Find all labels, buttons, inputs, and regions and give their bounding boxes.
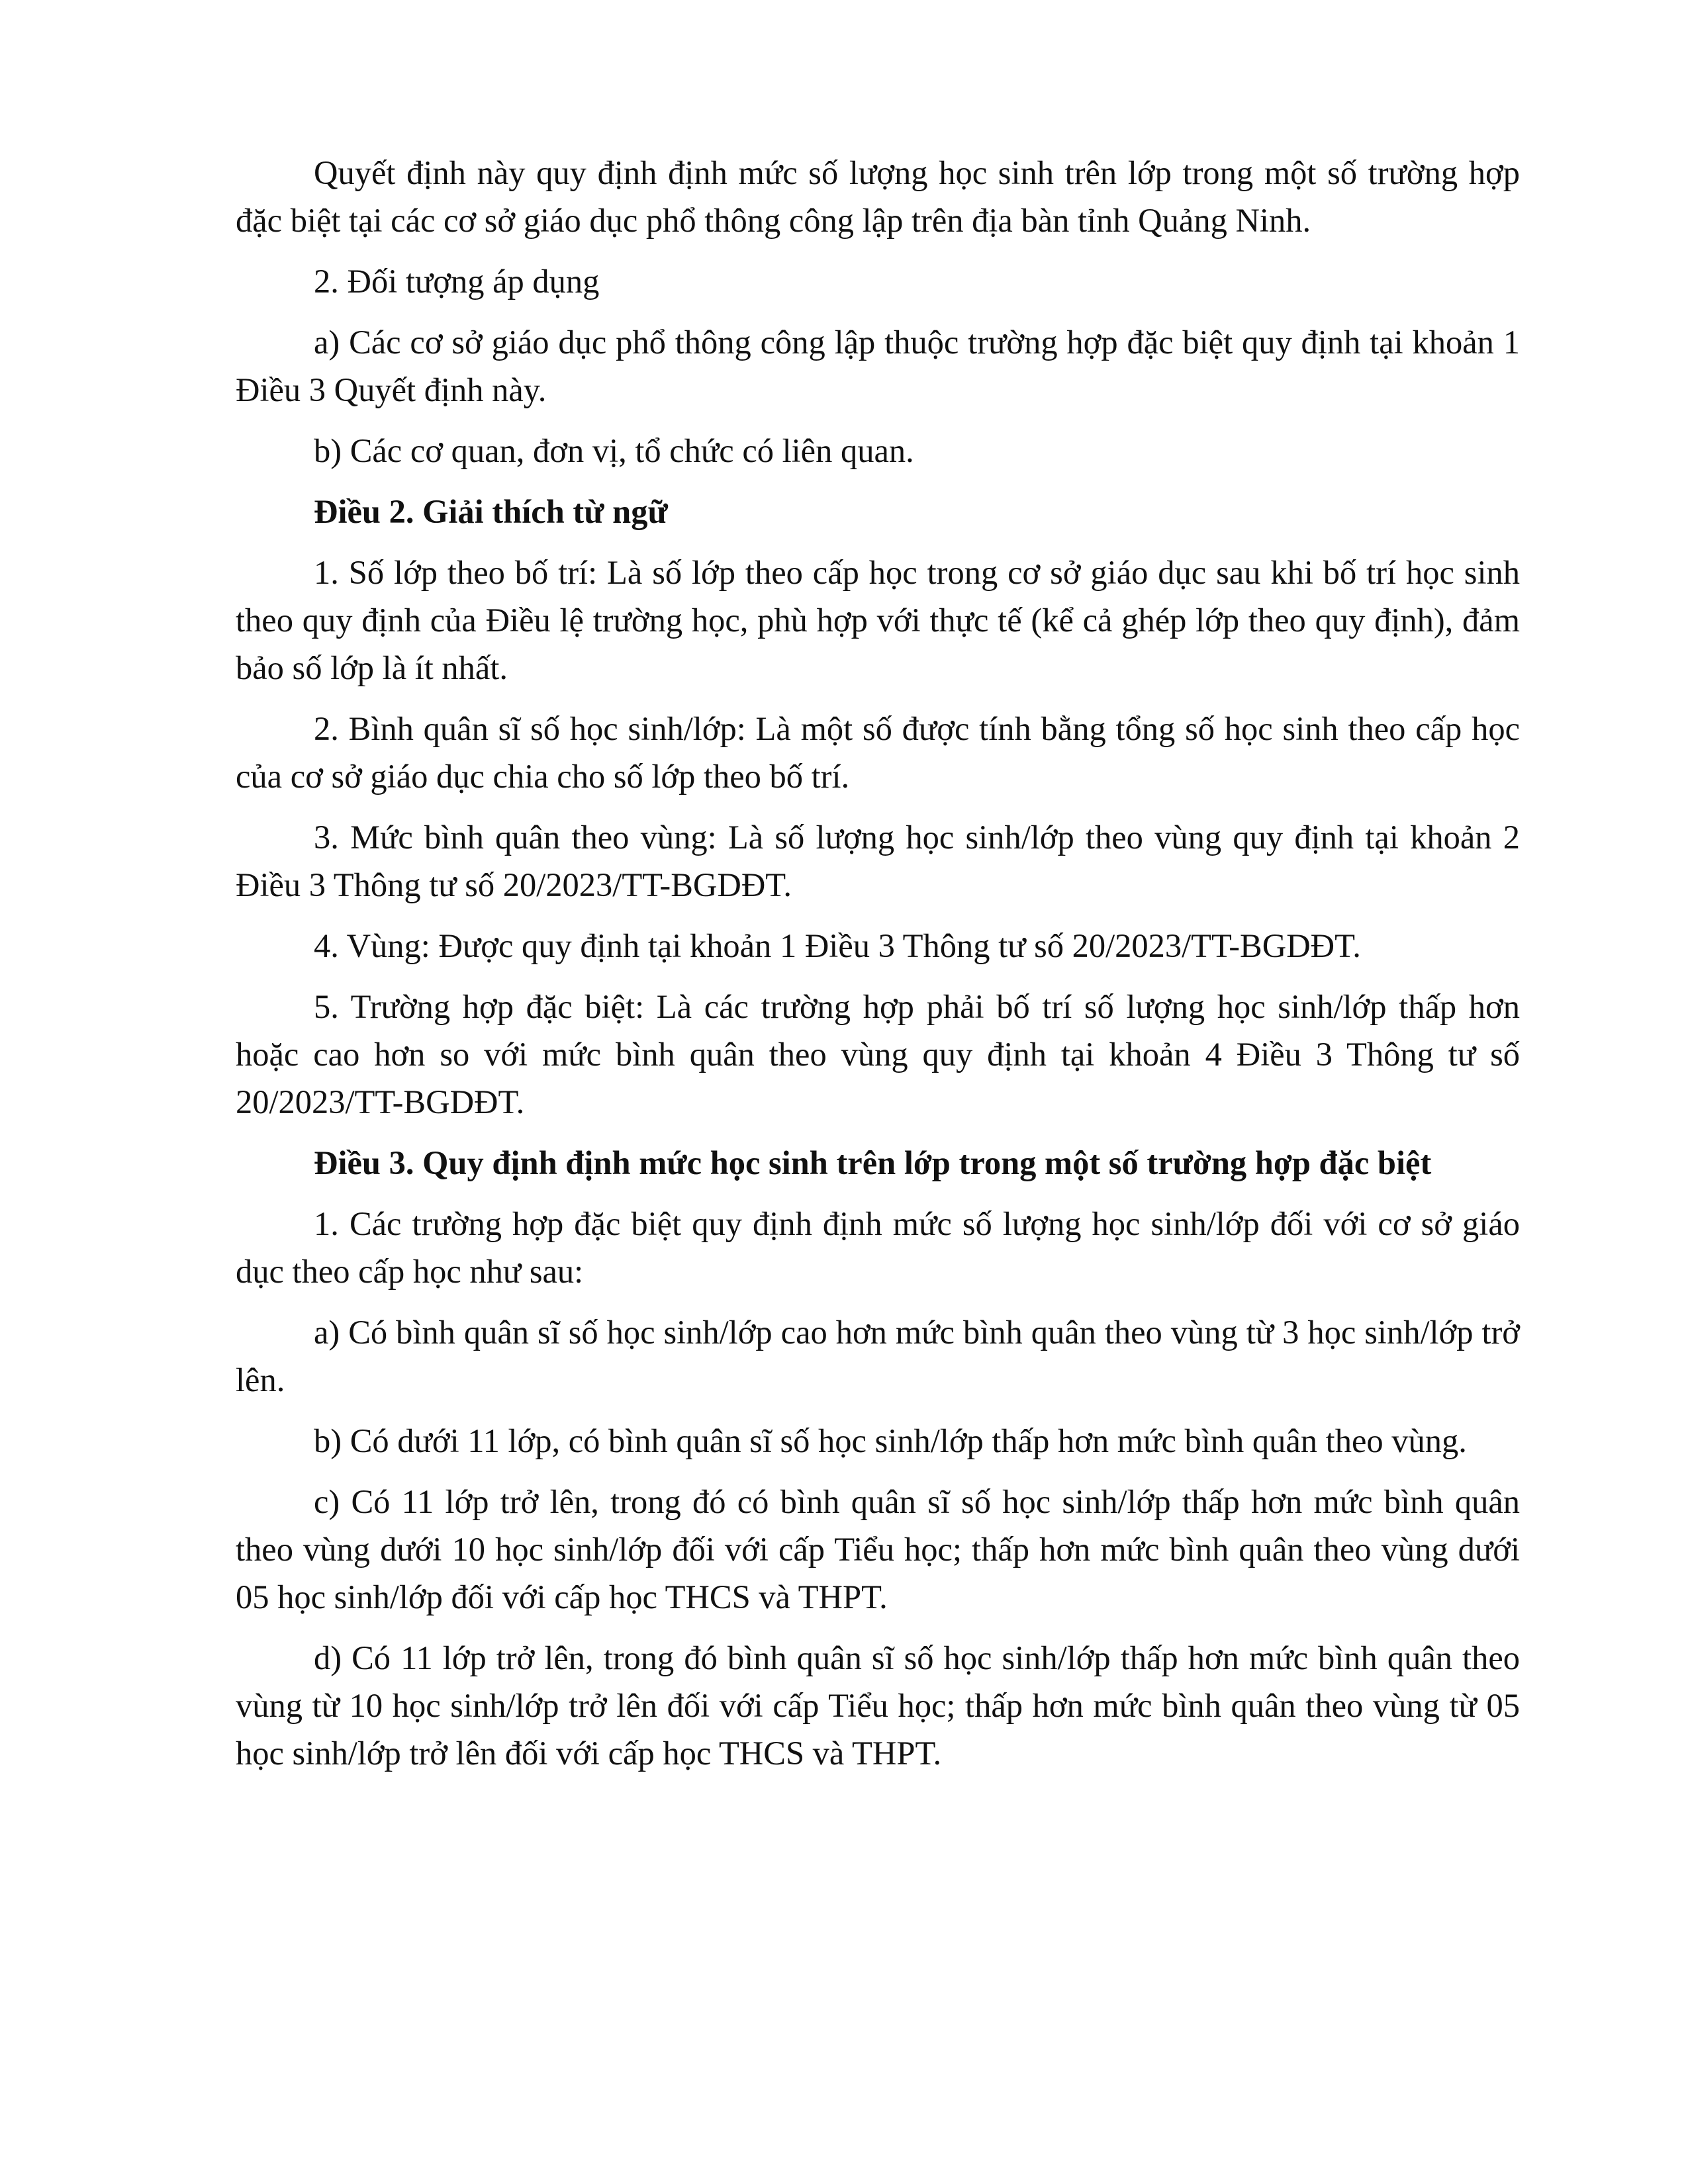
- definition-1-class-count: 1. Số lớp theo bố trí: Là số lớp theo cấp học trong cơ sở giáo dục sau khi bố trí học sinh theo quy định của Điều lệ trường học, phù hợp với thực tế (kể cả ghép lớp theo quy định), đảm bảo số lớp là ít nhất.: [236, 554, 1520, 686]
- definition-3-regional-average: 3. Mức bình quân theo vùng: Là số lượng học sinh/lớp theo vùng quy định tại khoản 2 Điều 3 Thông tư số 20/2023/TT-BGDĐT.: [236, 819, 1520, 903]
- clause-1-item-b: b) Có dưới 11 lớp, có bình quân sĩ số học sinh/lớp thấp hơn mức bình quân theo vùng.: [314, 1422, 1467, 1459]
- paragraph-item-b-agencies: b) Các cơ quan, đơn vị, tổ chức có liên quan.: [314, 432, 914, 469]
- article-3-clause-1: 1. Các trường hợp đặc biệt quy định định mức số lượng học sinh/lớp đối với cơ sở giáo dục theo cấp học như sau:: [236, 1205, 1520, 1290]
- clause-1-item-a: a) Có bình quân sĩ số học sinh/lớp cao hơn mức bình quân theo vùng từ 3 học sinh/lớp trở lên.: [236, 1314, 1520, 1398]
- definition-2-average-class-size: 2. Bình quân sĩ số học sinh/lớp: Là một số được tính bằng tổng số học sinh theo cấp học của cơ sở giáo dục chia cho số lớp theo bố trí.: [236, 710, 1520, 795]
- article-3-heading: Điều 3. Quy định định mức học sinh trên lớp trong một số trường hợp đặc biệt: [314, 1144, 1432, 1181]
- article-2-heading: Điều 2. Giải thích từ ngữ: [314, 493, 668, 530]
- definition-5-special-case: 5. Trường hợp đặc biệt: Là các trường hợp phải bố trí số lượng học sinh/lớp thấp hơn hoặc cao hơn so với mức bình quân theo vùng quy định tại khoản 4 Điều 3 Thông tư số 20/2023/TT-BGDĐT.: [236, 988, 1520, 1120]
- paragraph-applicable-subjects-heading: 2. Đối tượng áp dụng: [314, 263, 600, 300]
- clause-1-item-d: d) Có 11 lớp trở lên, trong đó bình quân sĩ số học sinh/lớp thấp hơn mức bình quân theo vùng từ 10 học sinh/lớp trở lên đối với cấp Tiểu học; thấp hơn mức bình quân theo vùng từ 05 học sinh/lớp trở lên đối với cấp học THCS và THPT.: [236, 1639, 1520, 1772]
- clause-1-item-c: c) Có 11 lớp trở lên, trong đó có bình quân sĩ số học sinh/lớp thấp hơn mức bình quân theo vùng dưới 10 học sinh/lớp đối với cấp Tiểu học; thấp hơn mức bình quân theo vùng dưới 05 học sinh/lớp đối với cấp học THCS và THPT.: [236, 1483, 1520, 1615]
- document-page: [236, 149, 1520, 1790]
- paragraph-item-a-schools: a) Các cơ sở giáo dục phổ thông công lập thuộc trường hợp đặc biệt quy định tại khoản 1 Điều 3 Quyết định này.: [236, 324, 1520, 408]
- paragraph-scope-description: Quyết định này quy định định mức số lượng học sinh trên lớp trong một số trường hợp đặc biệt tại các cơ sở giáo dục phổ thông công lập trên địa bàn tỉnh Quảng Ninh.: [236, 154, 1520, 239]
- definition-4-region: 4. Vùng: Được quy định tại khoản 1 Điều 3 Thông tư số 20/2023/TT-BGDĐT.: [314, 927, 1361, 964]
